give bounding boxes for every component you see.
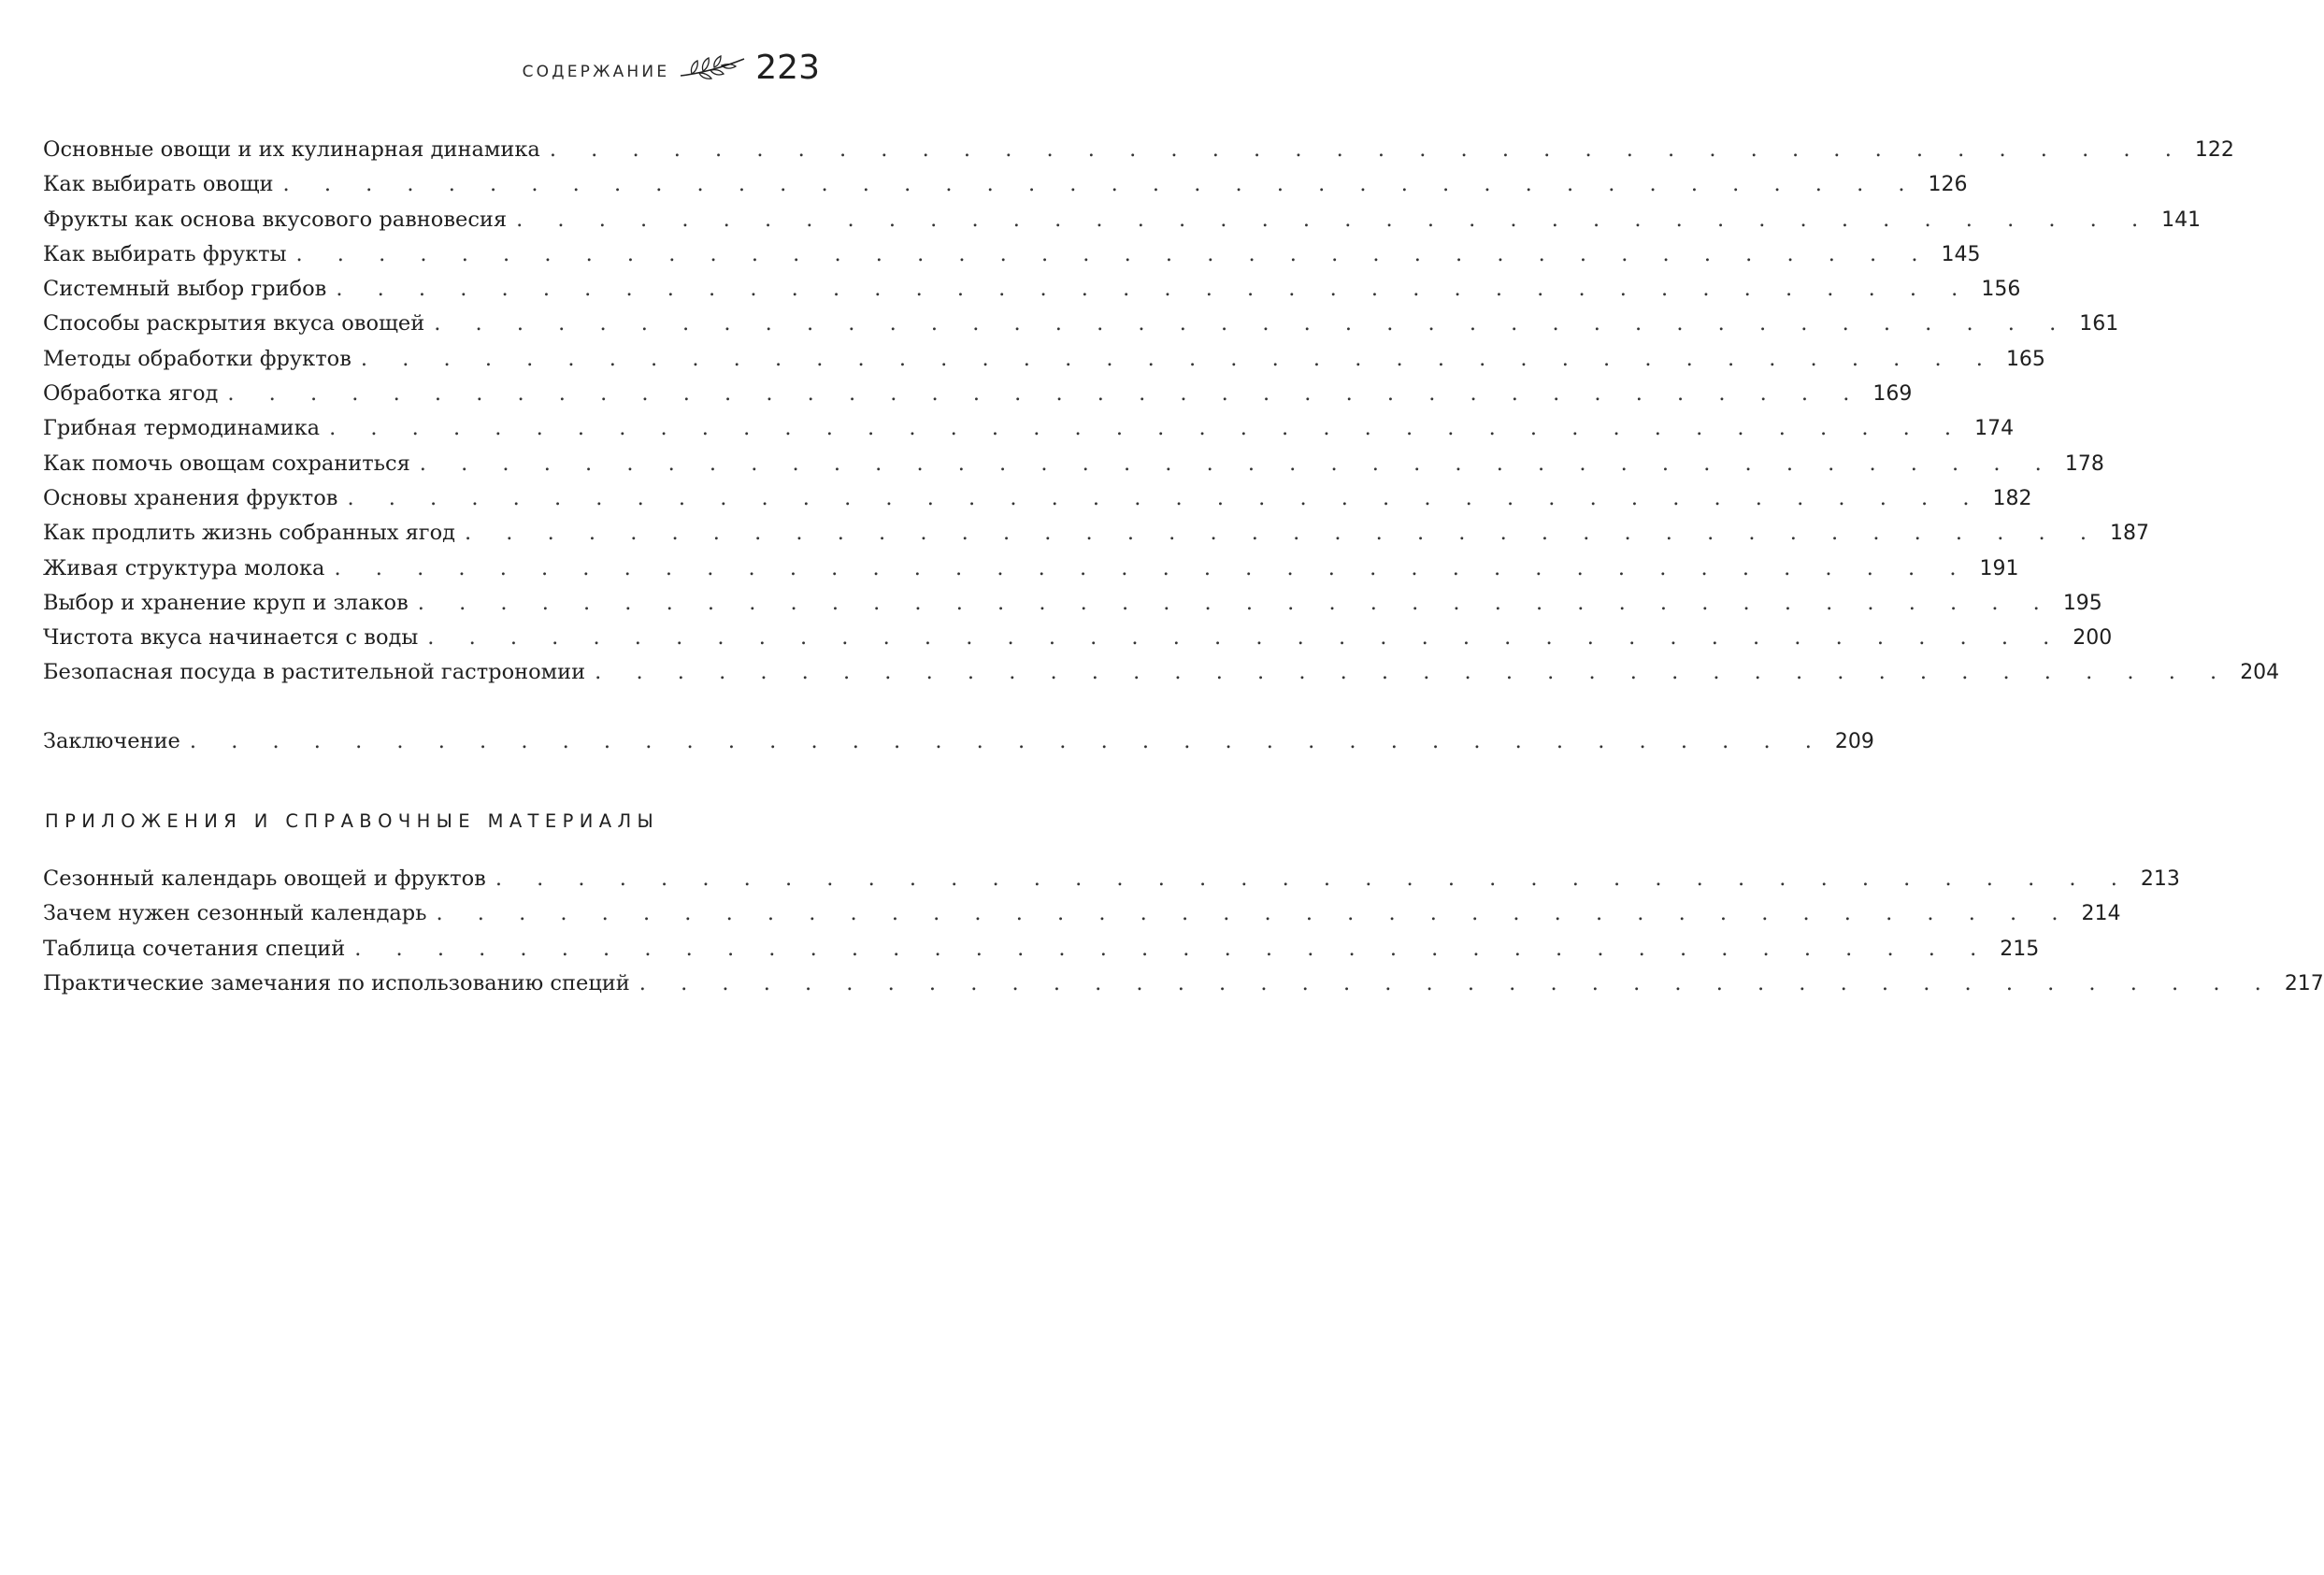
toc-entry-page: 126 bbox=[1928, 173, 1968, 197]
toc-dot-leader: . . . . . . . . . . . . . . . . . . . . . . . . . . . . . . . . . . . . . . . . bbox=[360, 346, 1997, 371]
toc-appendix-list bbox=[43, 862, 2324, 1001]
toc-entry-page: 156 bbox=[1981, 278, 2021, 302]
toc-entry-page: 200 bbox=[2073, 626, 2113, 651]
toc-entry[interactable] bbox=[43, 377, 1913, 411]
toc-entry-page: 178 bbox=[2064, 451, 2104, 476]
toc-entry[interactable] bbox=[43, 307, 2119, 341]
toc-entry-page: 191 bbox=[1979, 556, 2019, 580]
toc-entry-title: Заключение bbox=[43, 729, 180, 753]
toc-entry-page: 169 bbox=[1872, 382, 1913, 407]
toc-entry[interactable] bbox=[43, 586, 2102, 621]
toc-entry-page: 204 bbox=[2240, 661, 2280, 685]
toc-entry[interactable] bbox=[43, 272, 2021, 307]
toc-entry[interactable] bbox=[43, 481, 2032, 516]
toc-entry[interactable] bbox=[43, 724, 1874, 759]
toc-entry-page: 122 bbox=[2194, 138, 2234, 162]
toc-entry[interactable] bbox=[43, 655, 2280, 690]
toc-dot-leader: . . . . . . . . . . . . . . . . . . . . . . . . . . . . . . . . . . . . . . . . bbox=[334, 555, 1971, 580]
toc-entry-title: Как продлить жизнь собранных ягод bbox=[43, 521, 455, 546]
toc-dot-leader: . . . . . . . . . . . . . . . . . . . . . . . . . . . . . . . . . . . . . . . . bbox=[436, 901, 2073, 926]
toc-dot-leader: . . . . . . . . . . . . . . . . . . . . . . . . . . . . . . . . . . . . . . . . bbox=[595, 660, 2231, 685]
toc-entry-page: 165 bbox=[2005, 347, 2045, 371]
toc-entry[interactable] bbox=[43, 896, 2121, 931]
toc-entry[interactable] bbox=[43, 237, 1981, 272]
toc-entry[interactable] bbox=[43, 133, 2234, 167]
toc-entry[interactable] bbox=[43, 447, 2104, 481]
toc-entry-title: Основы хранения фруктов bbox=[43, 485, 338, 510]
leaf-sprig-icon bbox=[679, 55, 746, 81]
toc-dot-leader: . . . . . . . . . . . . . . . . . . . . . . . . . . . . . . . . . . . . . . . . bbox=[189, 729, 1826, 753]
toc-entry-title: Зачем нужен сезонный календарь bbox=[43, 901, 427, 926]
toc-dot-leader: . . . . . . . . . . . . . . . . . . . . . . . . . . . . . . . . . . . . . . . . bbox=[495, 866, 2131, 891]
toc-entry-title: Методы обработки фруктов bbox=[43, 346, 351, 371]
toc-dot-leader: . . . . . . . . . . . . . . . . . . . . . . . . . . . . . . . . . . . . . . . . bbox=[329, 416, 1966, 441]
toc-dot-leader: . . . . . . . . . . . . . . . . . . . . . . . . . . . . . . . . . . . . . . . . bbox=[516, 207, 2153, 232]
toc-entry-title: Фрукты как основа вкусового равновесия bbox=[43, 207, 508, 232]
toc-entry-page: 213 bbox=[2140, 867, 2180, 891]
running-header bbox=[523, 49, 820, 87]
toc-entry-page: 141 bbox=[2161, 208, 2202, 232]
toc-dot-leader: . . . . . . . . . . . . . . . . . . . . . . . . . . . . . . . . . . . . . . . . bbox=[336, 277, 1973, 302]
toc-entry-page: 217 bbox=[2284, 971, 2324, 995]
toc-entry-title: Как выбирать фрукты bbox=[43, 241, 287, 266]
toc-entry[interactable] bbox=[43, 342, 2045, 377]
toc-entry-title: Практические замечания по использованию специй bbox=[43, 970, 630, 995]
toc-dot-leader: . . . . . . . . . . . . . . . . . . . . . . . . . . . . . . . . . . . . . . . . bbox=[295, 241, 1932, 266]
toc-entry-page: 209 bbox=[1834, 730, 1874, 753]
toc-entry-title: Способы раскрытия вкуса овощей bbox=[43, 311, 425, 336]
toc-entry-title: Чистота вкуса начинается с воды bbox=[43, 625, 419, 651]
toc-entry-page: 182 bbox=[1992, 486, 2032, 510]
toc-entry-title: Системный выбор грибов bbox=[43, 277, 327, 302]
toc-main-list bbox=[43, 133, 2280, 691]
toc-dot-leader: . . . . . . . . . . . . . . . . . . . . . . . . . . . . . . . . . . . . . . . . bbox=[427, 625, 2064, 651]
toc-entry[interactable] bbox=[43, 203, 2202, 237]
toc-entry[interactable] bbox=[43, 966, 2324, 1001]
toc-conclusion bbox=[43, 724, 1874, 759]
toc-dot-leader: . . . . . . . . . . . . . . . . . . . . . . . . . . . . . . . . . . . . . . . . bbox=[549, 137, 2186, 162]
toc-dot-leader: . . . . . . . . . . . . . . . . . . . . . . . . . . . . . . . . . . . . . . . . bbox=[282, 172, 1919, 197]
toc-entry-page: 145 bbox=[1941, 242, 1981, 266]
toc-entry-title: Таблица сочетания специй bbox=[43, 936, 346, 961]
toc-entry[interactable] bbox=[43, 167, 1968, 202]
toc-entry-title: Основные овощи и их кулинарная динамика bbox=[43, 137, 540, 162]
toc-entry-page: 195 bbox=[2062, 591, 2102, 615]
toc-entry-page: 215 bbox=[2000, 937, 2040, 961]
toc-entry[interactable] bbox=[43, 551, 2019, 586]
running-title: СОДЕРЖАНИЕ bbox=[522, 62, 670, 81]
toc-dot-leader: . . . . . . . . . . . . . . . . . . . . . . . . . . . . . . . . . . . . . . . . bbox=[419, 451, 2056, 476]
toc-entry-title: Грибная термодинамика bbox=[43, 416, 321, 441]
toc-entry[interactable] bbox=[43, 516, 2150, 551]
toc-entry-page: 161 bbox=[2079, 312, 2119, 336]
toc-dot-leader: . . . . . . . . . . . . . . . . . . . . . . . . . . . . . . . . . . . . . . . . bbox=[434, 311, 2071, 336]
toc-entry-title: Живая структура молока bbox=[43, 555, 325, 580]
toc-entry-page: 187 bbox=[2110, 522, 2150, 546]
toc-entry[interactable] bbox=[43, 862, 2180, 896]
toc-entry-page: 214 bbox=[2081, 902, 2121, 926]
toc-dot-leader: . . . . . . . . . . . . . . . . . . . . . . . . . . . . . . . . . . . . . . . . bbox=[638, 970, 2275, 995]
toc-entry-title: Как помочь овощам сохраниться bbox=[43, 451, 410, 476]
page-number: 223 bbox=[755, 49, 820, 87]
toc-entry-title: Выбор и хранение круп и злаков bbox=[43, 590, 409, 615]
toc-entry-title: Обработка ягод bbox=[43, 381, 219, 407]
toc-entry[interactable] bbox=[43, 932, 2040, 966]
toc-dot-leader: . . . . . . . . . . . . . . . . . . . . . . . . . . . . . . . . . . . . . . . . bbox=[354, 936, 1991, 961]
appendix-heading: ПРИЛОЖЕНИЯ И СПРАВОЧНЫЕ МАТЕРИАЛЫ bbox=[45, 810, 660, 832]
toc-entry-page: 174 bbox=[1974, 417, 2015, 441]
toc-entry-title: Как выбирать овощи bbox=[43, 172, 274, 197]
toc-dot-leader: . . . . . . . . . . . . . . . . . . . . . . . . . . . . . . . . . . . . . . . . bbox=[464, 521, 2102, 546]
toc-dot-leader: . . . . . . . . . . . . . . . . . . . . . . . . . . . . . . . . . . . . . . . . bbox=[227, 381, 1864, 407]
toc-dot-leader: . . . . . . . . . . . . . . . . . . . . . . . . . . . . . . . . . . . . . . . . bbox=[347, 485, 1984, 510]
toc-entry-title: Сезонный календарь овощей и фруктов bbox=[43, 866, 486, 891]
toc-entry[interactable] bbox=[43, 621, 2113, 655]
toc-entry-title: Безопасная посуда в растительной гастрономии bbox=[43, 660, 586, 685]
toc-entry[interactable] bbox=[43, 411, 2015, 446]
toc-dot-leader: . . . . . . . . . . . . . . . . . . . . . . . . . . . . . . . . . . . . . . . . bbox=[417, 590, 2054, 615]
